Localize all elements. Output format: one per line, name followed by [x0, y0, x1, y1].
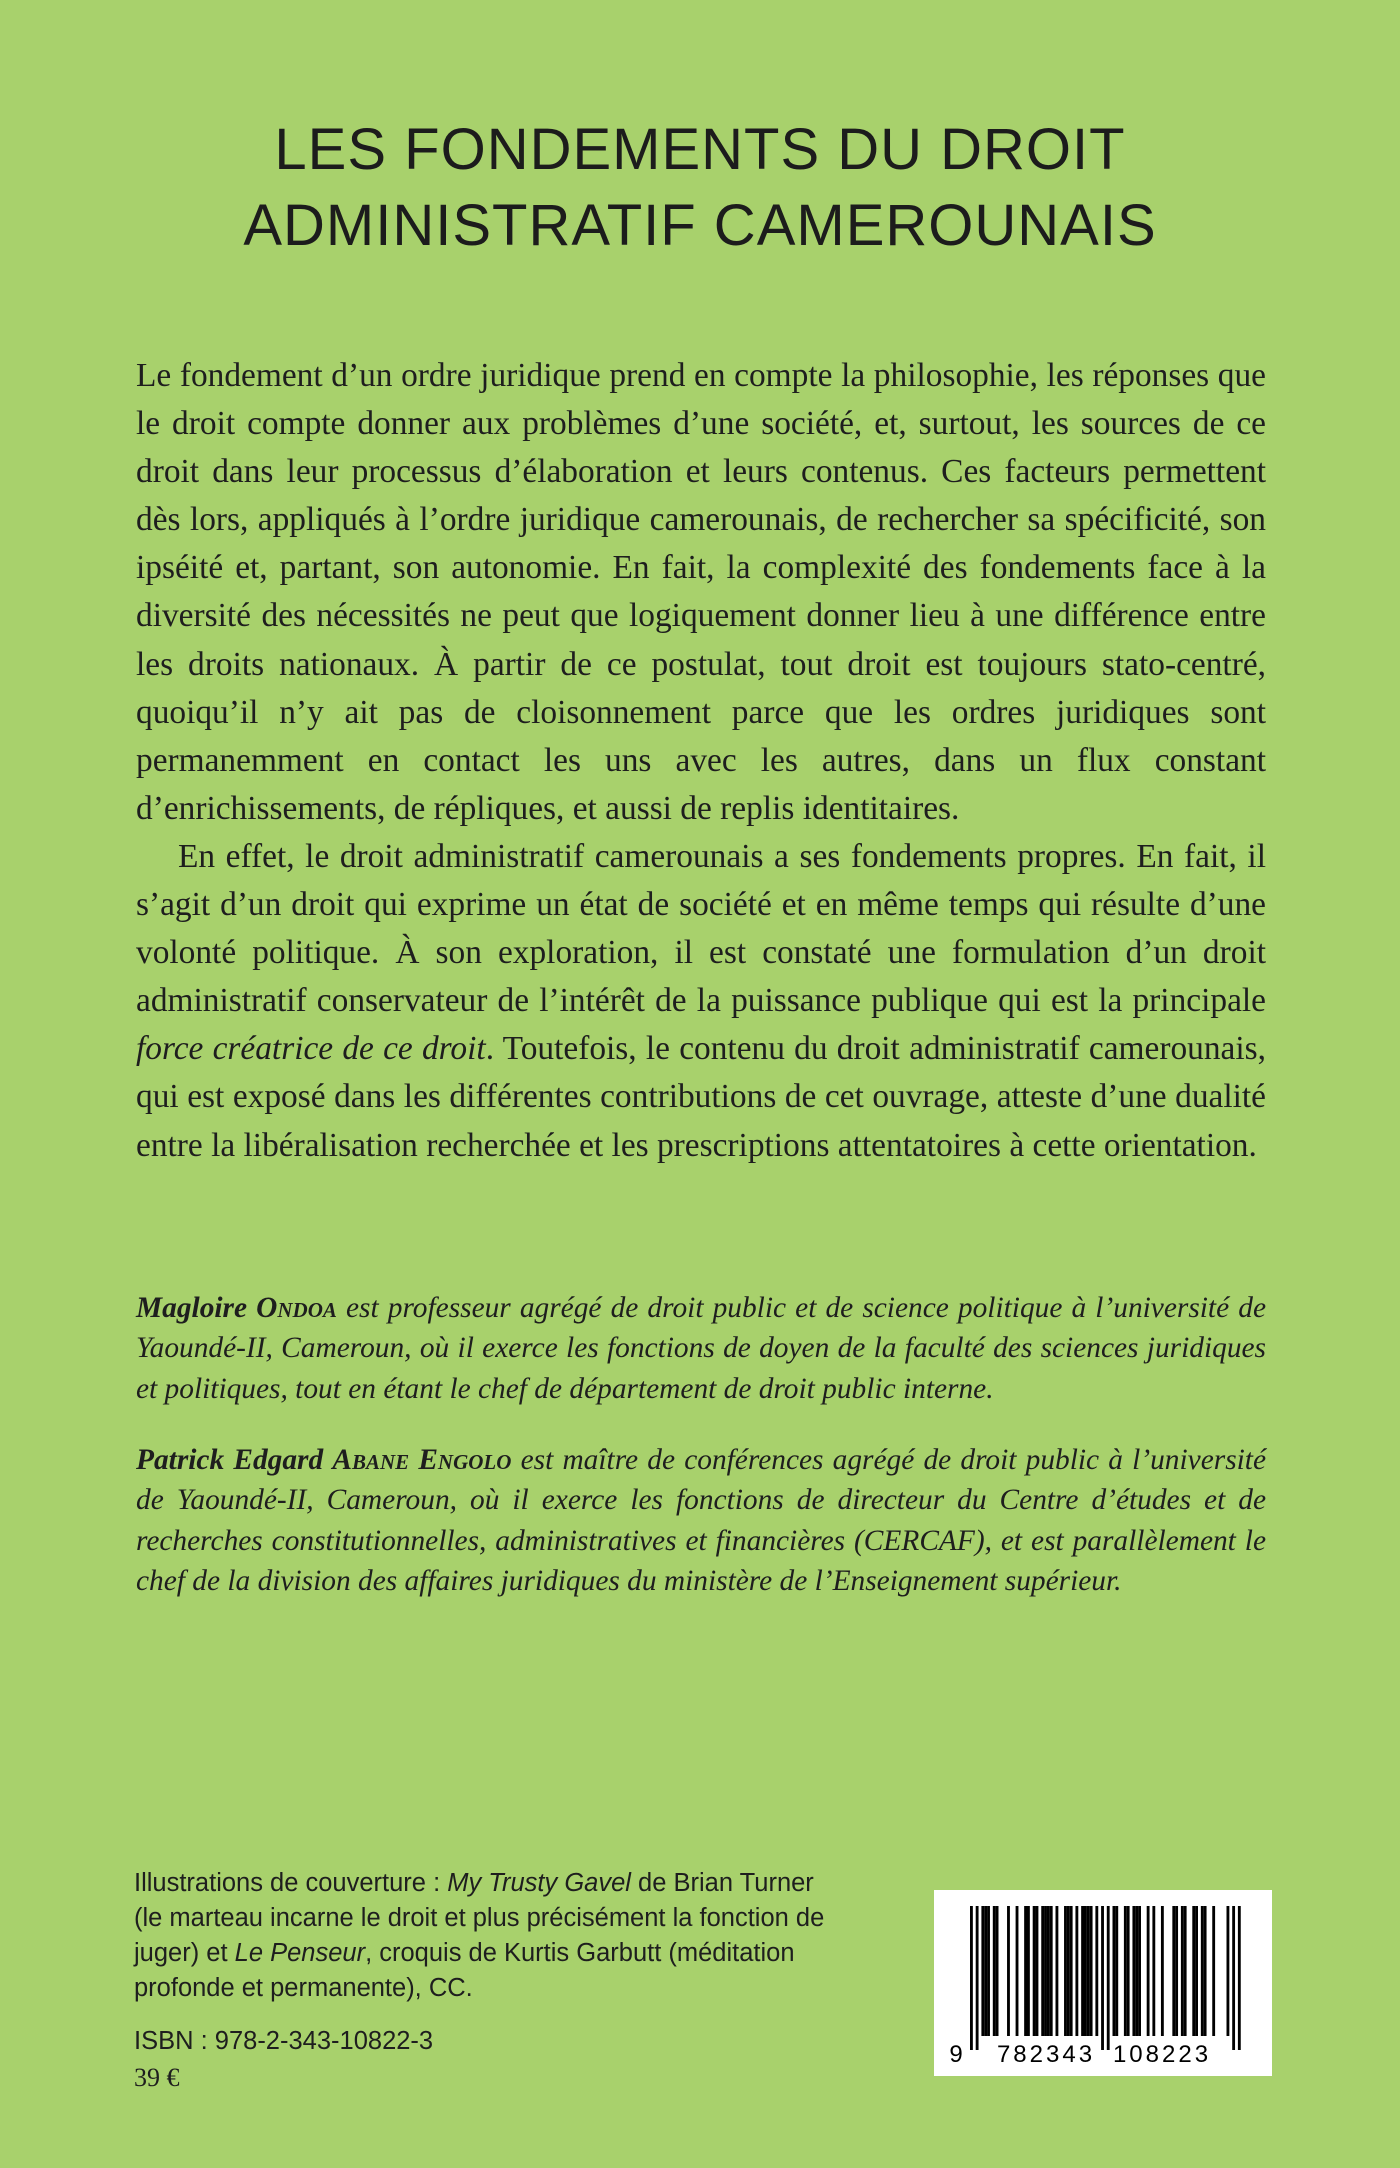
author-2-first-name: Patrick Edgard [136, 1444, 324, 1476]
summary-p2-start: En effet, le droit administratif camerounais a ses fondements propres. En fait, il s’agit d’un droit qui exprime un état de société et en même temps qui résulte d’une volonté politique. À son exploration, il est constaté une formulation d’un droit administratif conservateur de l’intérêt de la puissance publique qui est la principale [136, 837, 1266, 1020]
barcode-bar [1101, 1906, 1104, 2050]
author-2-last-name: Abane Engolo [332, 1444, 512, 1476]
barcode-bar [1007, 1906, 1010, 2036]
barcode-bar [1056, 1906, 1059, 2036]
barcode-bar [1113, 1906, 1116, 2036]
barcode-bar [1084, 1906, 1087, 2036]
barcode-bar [1227, 1906, 1230, 2036]
barcode-bar [1067, 1906, 1070, 2036]
barcode-bar [1147, 1906, 1150, 2036]
barcode-bar [993, 1906, 996, 2036]
barcode-bar [996, 1906, 999, 2036]
summary-p2-italic: force créatrice de ce droit [136, 1030, 486, 1068]
title-line-1: LES FONDEMENTS DU DROIT [274, 117, 1126, 182]
barcode-bar [1107, 1906, 1110, 2050]
credits-end: , croquis de Kurtis Garbutt (méditation profonde et permanente), CC. [134, 1939, 795, 2002]
barcode-bar [981, 1906, 984, 2036]
barcode [934, 1890, 1272, 2076]
barcode-bar [1081, 1906, 1084, 2036]
author-bio-1 [136, 1288, 1266, 1409]
title-line-2: ADMINISTRATIF CAMEROUNAIS [243, 193, 1157, 258]
barcode-bar [1087, 1906, 1090, 2036]
barcode-graphic [934, 1890, 1272, 2076]
barcode-bar [1095, 1906, 1098, 2036]
price: 39 € [134, 2063, 180, 2092]
barcode-bar [1041, 1906, 1044, 2036]
author-bio-2 [136, 1440, 1266, 1602]
barcode-bar [1201, 1906, 1204, 2036]
barcode-bar [970, 1906, 973, 2050]
barcode-bar [1064, 1906, 1067, 2036]
barcode-bars [970, 1906, 1241, 2050]
barcode-bar [1024, 1906, 1027, 2036]
barcode-bar [1138, 1906, 1141, 2036]
barcode-bar [1135, 1906, 1138, 2036]
barcode-bar [1204, 1906, 1207, 2036]
author-2-bio-text: est maître de conférences agrégé de droit public à l’université de Yaoundé-II, Cameroun, où il exerce les fonctions de directeur du Centre d’études et de recherches constitutionnelles, administratives et financières (CERCAF), et est parallèlement le chef de la division des affaires juridiques du ministère de l’Enseignement supérieur. [136, 1444, 1267, 1598]
barcode-bar [1036, 1906, 1039, 2036]
barcode-bar [1127, 1906, 1130, 2036]
barcode-bar [1195, 1906, 1198, 2036]
author-1-last-name: Ondoa [256, 1292, 337, 1324]
barcode-bar [1175, 1906, 1178, 2036]
barcode-bar [1181, 1906, 1184, 2036]
barcode-bar [1172, 1906, 1175, 2036]
barcode-bar [1132, 1906, 1135, 2036]
barcode-bar [1033, 1906, 1036, 2036]
author-1-bio-text: est professeur agrégé de droit public et de science politique à l’université de Yaoundé-II, Cameroun, où il exerce les fonctions de doyen de la faculté des sciences juridiques et politiques, tout en étant le chef de département de droit public interne. [136, 1292, 1266, 1405]
barcode-bar [1075, 1906, 1078, 2036]
barcode-bar [1192, 1906, 1195, 2036]
barcode-bar [984, 1906, 987, 2036]
credits-mid: de Brian Turner (le marteau incarne le droit et plus précisément la fonction de juger) et [134, 1869, 825, 1967]
barcode-bar [1232, 1906, 1235, 2050]
barcode-bar [1124, 1906, 1127, 2036]
barcode-bar [1044, 1906, 1047, 2036]
barcode-bar [1090, 1906, 1093, 2036]
summary-p2-end: . Toutefois, le contenu du droit administratif camerounais, qui est exposé dans les différentes contributions de cet ouvrage, atteste d’une dualité entre la libéralisation recherchée et les prescriptions attentatoires à cette orientation. [136, 1030, 1266, 1164]
barcode-bar [1016, 1906, 1019, 2036]
author-1-first-name: Magloire [136, 1292, 248, 1324]
barcode-bar [1115, 1906, 1118, 2036]
summary-text [136, 352, 1266, 1170]
credits-work-1: My Trusty Gavel [447, 1869, 631, 1897]
summary-paragraph-1: Le fondement d’un ordre juridique prend en compte la philosophie, les réponses que le droit compte donner aux problèmes d’une société, et, surtout, les sources de ce droit dans leur processus d’élaboration et leurs contenus. Ces facteurs permettent dès lors, appliqués à l’ordre juridique camerounais, de rechercher sa spécificité, son ipséité et, partant, son autonomie. En fait, la complexité des fondements face à la diversité des nécessités ne peut que logiquement donner lieu à une différence entre les droits nationaux. À partir de ce postulat, tout droit est toujours stato-centré, quoiqu’il n’y ait pas de cloisonnement parce que les ordres juridiques sont permanemment en contact les uns avec les autres, dans un flux constant d’enrichissements, de répliques, et aussi de replis identitaires. [136, 357, 1266, 827]
barcode-left-digits: 782343 [996, 2041, 1096, 2068]
credits-work-2: Le Penseur [234, 1939, 366, 1967]
isbn: ISBN : 978-2-343-10822-3 [134, 2027, 434, 2055]
barcode-bar [1070, 1906, 1073, 2036]
credits-prefix: Illustrations de couverture : [134, 1869, 448, 1897]
barcode-first-digit: 9 [949, 2041, 963, 2068]
barcode-bar [1152, 1906, 1155, 2036]
barcode-bar [1212, 1906, 1215, 2036]
barcode-bar [1050, 1906, 1053, 2036]
barcode-bar [1027, 1906, 1030, 2036]
barcode-bar [1238, 1906, 1241, 2050]
barcode-right-digits: 108223 [1112, 2041, 1212, 2068]
barcode-bar [1161, 1906, 1164, 2036]
barcode-bar [1047, 1906, 1050, 2036]
barcode-bar [976, 1906, 979, 2050]
book-title [0, 112, 1400, 264]
summary-paragraph-2 [136, 833, 1266, 1170]
cover-credits [134, 1866, 834, 2006]
barcode-bar [1184, 1906, 1187, 2036]
barcode-bar [987, 1906, 990, 2036]
